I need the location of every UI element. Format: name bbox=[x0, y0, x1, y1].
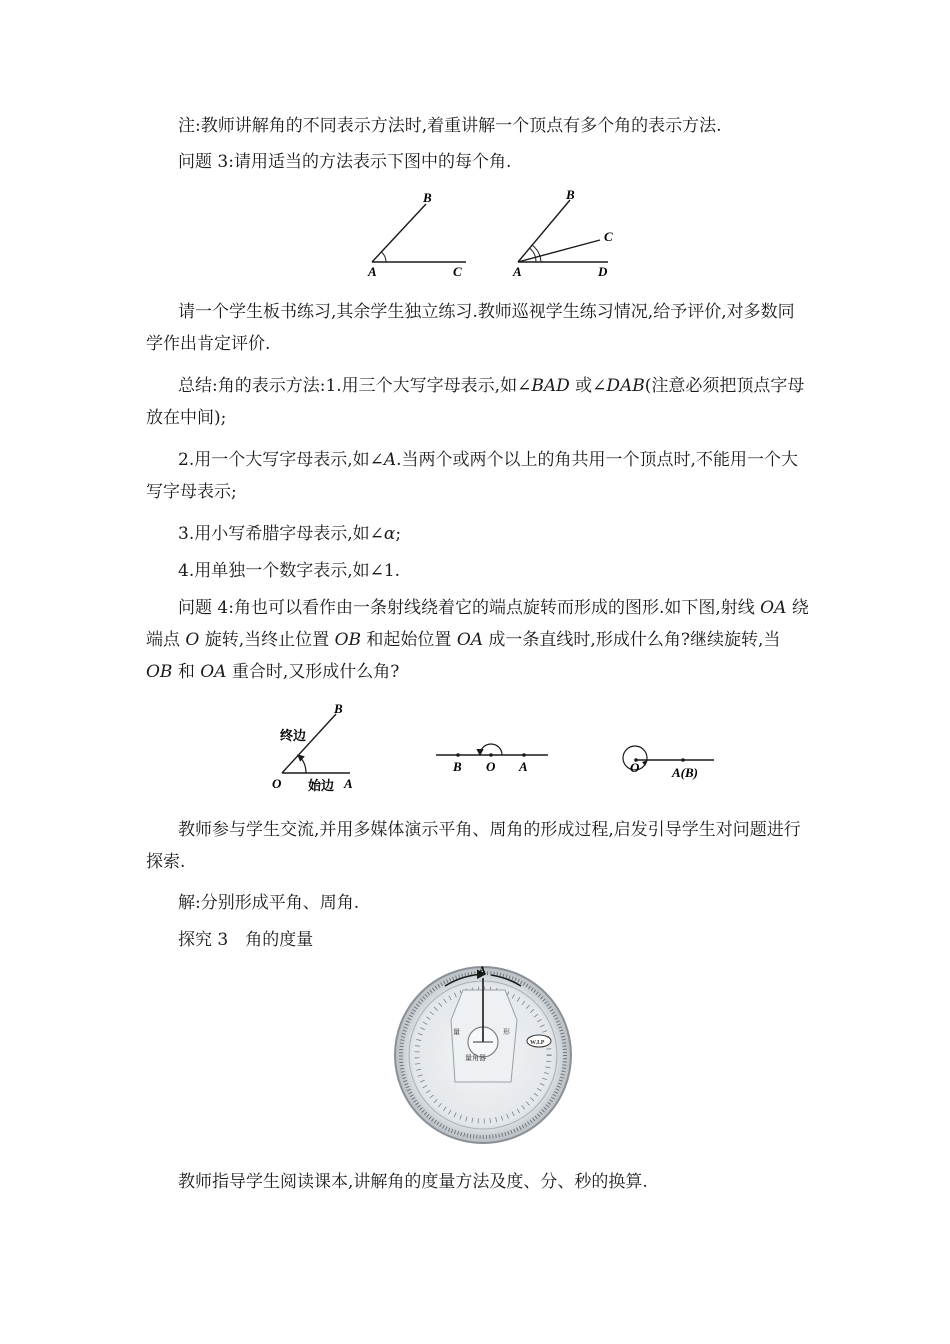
summary-bad: BAD bbox=[531, 376, 570, 396]
method-2-a: A bbox=[383, 450, 397, 470]
label-b2: B bbox=[566, 187, 575, 202]
protractor-label-2: 形 bbox=[503, 1028, 510, 1036]
q4-oa-2: OA bbox=[456, 630, 484, 650]
angle-bac bbox=[367, 190, 466, 278]
protractor-figure bbox=[393, 960, 573, 1150]
summary-paragraph bbox=[146, 370, 810, 434]
explore-3-heading: 探究 3 角的度量 bbox=[178, 930, 314, 950]
summary-suffix: (注意必须把顶点字母放在中间); bbox=[146, 376, 805, 428]
label-a2: A bbox=[513, 264, 522, 278]
q4-oa-3: OA bbox=[200, 662, 227, 682]
q4-part-4: 和起始位置 bbox=[361, 630, 457, 650]
teacher-paragraph: 教师参与学生交流,并用多媒体演示平角、周角的形成过程,启发引导学生对问题进行探索. bbox=[146, 820, 801, 872]
protractor-label-3: 量角器 bbox=[465, 1054, 486, 1062]
terminal-side-label: 终边 bbox=[280, 728, 307, 743]
q4-ob-2: OB bbox=[146, 662, 173, 682]
method-2 bbox=[146, 444, 810, 508]
practice-paragraph: 请一个学生板书练习,其余学生独立练习.教师巡视学生练习情况,给予评价,对多数同学作出肯定评价. bbox=[146, 302, 795, 354]
full-angle bbox=[623, 746, 714, 780]
rot-label-a: A bbox=[344, 776, 353, 791]
label-c2: C bbox=[604, 229, 613, 244]
answer-paragraph: 解:分别形成平角、周角. bbox=[178, 893, 360, 913]
general-angle bbox=[272, 701, 353, 793]
question-4 bbox=[146, 592, 810, 688]
label-d2: D bbox=[598, 264, 608, 278]
q4-part-1: 问题 4:角也可以看作由一条射线绕着它的端点旋转而形成的图形.如下图,射线 bbox=[178, 598, 761, 618]
protractor-brand: W.I.P bbox=[530, 1040, 545, 1046]
method-2-suffix: .当两个或两个以上的角共用一个顶点时,不能用一个大写字母表示; bbox=[146, 450, 798, 502]
method-3-suffix: ; bbox=[395, 524, 402, 544]
rot-label-o: O bbox=[272, 776, 282, 791]
note-paragraph: 注:教师讲解角的不同表示方法时,着重讲解一个顶点有多个角的表示方法. bbox=[178, 116, 722, 136]
label-c1: C bbox=[453, 264, 462, 278]
rot-label-b: B bbox=[334, 701, 343, 716]
straight-angle bbox=[436, 744, 548, 774]
q4-part-5: 成一条直线时,形成什么角?继续旋转,当 bbox=[483, 630, 781, 650]
q4-ob: OB bbox=[334, 630, 361, 650]
straight-label-b: B bbox=[453, 759, 462, 774]
rotation-figure bbox=[262, 700, 722, 800]
full-label-ab: A(B) bbox=[672, 765, 698, 780]
method-3-alpha: α bbox=[383, 524, 396, 544]
summary-prefix: 总结:角的表示方法:1.用三个大写字母表示,如∠ bbox=[178, 376, 532, 396]
question-3: 问题 3:请用适当的方法表示下图中的每个角. bbox=[178, 152, 512, 172]
q4-part-3: 旋转,当终止位置 bbox=[199, 630, 335, 650]
method-3-prefix: 3.用小写希腊字母表示,如∠ bbox=[178, 524, 384, 544]
method-3 bbox=[146, 518, 810, 550]
q4-part-6: 和 bbox=[172, 662, 201, 682]
initial-side-label: 始边 bbox=[308, 778, 335, 793]
full-label-o: O bbox=[630, 760, 640, 775]
q4-oa: OA bbox=[760, 598, 787, 618]
angles-figure bbox=[360, 186, 630, 278]
label-a1: A bbox=[368, 264, 377, 278]
reading-paragraph: 教师指导学生阅读课本,讲解角的度量方法及度、分、秒的换算. bbox=[178, 1172, 648, 1192]
method-2-prefix: 2.用一个大写字母表示,如∠ bbox=[178, 450, 384, 470]
protractor-top-label: A bbox=[479, 965, 486, 975]
straight-label-a: A bbox=[519, 759, 528, 774]
summary-dab: DAB bbox=[606, 376, 645, 396]
method-4: 4.用单独一个数字表示,如∠1. bbox=[178, 561, 401, 581]
straight-label-o: O bbox=[486, 759, 496, 774]
label-b1: B bbox=[423, 190, 432, 205]
q4-o: O bbox=[185, 630, 200, 650]
q4-part-7: 重合时,又形成什么角? bbox=[226, 662, 400, 682]
angle-bad bbox=[512, 187, 613, 278]
protractor-label-1: 量 bbox=[453, 1028, 460, 1036]
summary-or: 或∠ bbox=[569, 376, 607, 396]
q4-part-2: 绕端点 bbox=[146, 598, 809, 650]
